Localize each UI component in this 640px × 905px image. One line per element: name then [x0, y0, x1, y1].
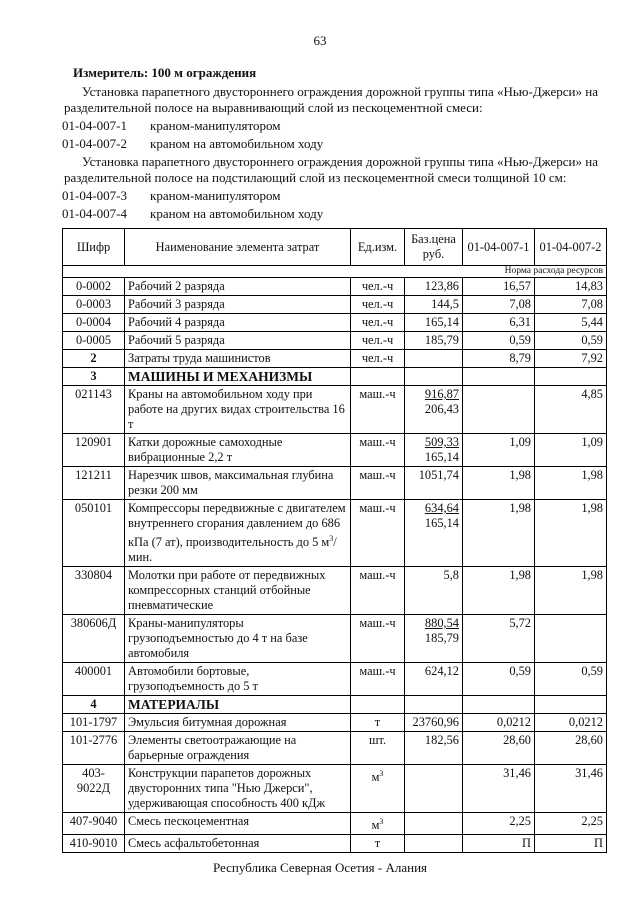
cell-name: Рабочий 5 разряда: [125, 332, 351, 350]
cell-unit: маш.-ч: [351, 386, 405, 434]
table-row: [63, 350, 607, 368]
item-text: краном на автомобильном ходу: [150, 136, 324, 151]
cell-price: 624,12: [405, 663, 463, 696]
footer-region: Республика Северная Осетия - Алания: [212, 860, 428, 875]
table-row: [63, 732, 607, 765]
page-number: 63: [313, 33, 327, 48]
table-row: [63, 714, 607, 732]
table-row: [63, 813, 607, 835]
cell-v2: 1,98: [535, 567, 607, 615]
cell-v2: 0,59: [535, 663, 607, 696]
cell-v1: 1,98: [463, 567, 535, 615]
cell-v1: [463, 386, 535, 434]
cell-code: 101-1797: [63, 714, 125, 732]
cell-unit: [351, 696, 405, 714]
cell-unit: маш.-ч: [351, 500, 405, 567]
cell-v1: 1,09: [463, 434, 535, 467]
cell-name: Рабочий 4 разряда: [125, 314, 351, 332]
cell-v1: 6,31: [463, 314, 535, 332]
cell-price: 123,86: [405, 278, 463, 296]
cell-name: Рабочий 2 разряда: [125, 278, 351, 296]
cell-name: Молотки при работе от передвижных компрессорных станций отбойные пневматические: [125, 567, 351, 615]
cell-name: Рабочий 3 разряда: [125, 296, 351, 314]
cell-code: 050101: [63, 500, 125, 567]
cell-v2: 4,85: [535, 386, 607, 434]
cell-unit: маш.-ч: [351, 615, 405, 663]
table-header-row: [63, 229, 607, 266]
table-row: [63, 314, 607, 332]
cell-v1: [463, 696, 535, 714]
cell-code: 4: [63, 696, 125, 714]
item-code: 01-04-007-4: [62, 206, 127, 221]
cell-code: 021143: [63, 386, 125, 434]
cell-v2: 7,92: [535, 350, 607, 368]
col-header-code: Шифр: [63, 229, 125, 266]
table-row: [63, 835, 607, 853]
table-row: [63, 663, 607, 696]
cell-unit: $м^3$: [351, 765, 405, 813]
cell-code: 400001: [63, 663, 125, 696]
cell-unit: т: [351, 714, 405, 732]
cell-name: Автомобили бортовые, грузоподъемность до 5 т: [125, 663, 351, 696]
cell-v2: П: [535, 835, 607, 853]
cell-name: Конструкции парапетов дорожных двусторонних типа "Нью Джерси", удерживающая способность 400 кДж: [125, 765, 351, 813]
cell-v1: 0,59: [463, 663, 535, 696]
item-code: 01-04-007-2: [62, 136, 127, 151]
cell-price: [405, 350, 463, 368]
cell-code: 120901: [63, 434, 125, 467]
cell-name: Компрессоры передвижные с двигателем внутреннего сгорания давлением до 686 кПа (7 ат), производительность до 5 $м^3$/мин.: [125, 500, 351, 567]
cell-v2: 2,25: [535, 813, 607, 835]
cell-name: Смесь пескоцементная: [125, 813, 351, 835]
cell-price: 880,54 185,79: [405, 615, 463, 663]
item-text: краном-манипулятором: [150, 118, 281, 133]
cell-name: Краны-манипуляторы грузоподъемностью до 4 т на базе автомобиля: [125, 615, 351, 663]
cell-v2: 31,46: [535, 765, 607, 813]
table-row: [63, 467, 607, 500]
cell-v2: 14,83: [535, 278, 607, 296]
cell-name: Затраты труда машинистов: [125, 350, 351, 368]
cell-unit: т: [351, 835, 405, 853]
table-row: [63, 386, 607, 434]
cell-price: 916,87 206,43: [405, 386, 463, 434]
cell-v1: 2,25: [463, 813, 535, 835]
cell-v2: 1,98: [535, 500, 607, 567]
cell-unit: маш.-ч: [351, 663, 405, 696]
cell-name: Катки дорожные самоходные вибрационные 2,2 т: [125, 434, 351, 467]
meter-title: Измеритель: 100 м ограждения: [73, 65, 257, 80]
table-row: [63, 765, 607, 813]
cell-name: МАТЕРИАЛЫ: [125, 696, 351, 714]
cell-v1: 28,60: [463, 732, 535, 765]
cell-price: [405, 368, 463, 386]
cell-v1: 5,72: [463, 615, 535, 663]
cell-name: Элементы светоотражающие на барьерные ограждения: [125, 732, 351, 765]
cell-v1: 0,0212: [463, 714, 535, 732]
cell-unit: чел.-ч: [351, 278, 405, 296]
item-text: краном на автомобильном ходу: [150, 206, 324, 221]
intro2-line-1: Установка парапетного двустороннего ограждения дорожной группы типа «Нью-Джерси» на: [82, 154, 598, 169]
cell-price: [405, 696, 463, 714]
cell-name: МАШИНЫ И МЕХАНИЗМЫ: [125, 368, 351, 386]
cell-code: 0-0003: [63, 296, 125, 314]
table-row: [63, 332, 607, 350]
cell-v2: [535, 696, 607, 714]
cell-price: 23760,96: [405, 714, 463, 732]
cell-unit: чел.-ч: [351, 350, 405, 368]
cell-v1: 31,46: [463, 765, 535, 813]
col-header-price: Баз.цена руб.: [405, 229, 463, 266]
cell-code: 380606Д: [63, 615, 125, 663]
cell-unit: шт.: [351, 732, 405, 765]
cell-unit: маш.-ч: [351, 467, 405, 500]
cell-name: Эмульсия битумная дорожная: [125, 714, 351, 732]
cell-price: 185,79: [405, 332, 463, 350]
table-row: [63, 500, 607, 567]
cell-v2: [535, 615, 607, 663]
cell-code: 0-0004: [63, 314, 125, 332]
cell-unit: маш.-ч: [351, 567, 405, 615]
cell-price: 1051,74: [405, 467, 463, 500]
resource-table: [62, 228, 607, 853]
table-row: [63, 296, 607, 314]
section-row: [63, 368, 607, 386]
cell-unit: [351, 368, 405, 386]
cell-v1: 7,08: [463, 296, 535, 314]
cell-code: 121211: [63, 467, 125, 500]
cell-price: 5,8: [405, 567, 463, 615]
cell-unit: маш.-ч: [351, 434, 405, 467]
cell-code: 3: [63, 368, 125, 386]
cell-v1: 1,98: [463, 500, 535, 567]
cell-name: Нарезчик швов, максимальная глубина резки 200 мм: [125, 467, 351, 500]
cell-price: [405, 765, 463, 813]
cell-v1: 1,98: [463, 467, 535, 500]
cell-v2: 7,08: [535, 296, 607, 314]
cell-v2: 28,60: [535, 732, 607, 765]
section-row: [63, 696, 607, 714]
cell-code: 407-9040: [63, 813, 125, 835]
cell-code: 0-0005: [63, 332, 125, 350]
cell-v1: [463, 368, 535, 386]
col-header-name: Наименование элемента затрат: [125, 229, 351, 266]
cell-name: Краны на автомобильном ходу при работе на других видах строительства 16 т: [125, 386, 351, 434]
item-code: 01-04-007-3: [62, 188, 127, 203]
cell-price: 165,14: [405, 314, 463, 332]
cell-code: 2: [63, 350, 125, 368]
item-text: краном-манипулятором: [150, 188, 281, 203]
cell-v2: [535, 368, 607, 386]
cell-code: 330804: [63, 567, 125, 615]
cell-code: 0-0002: [63, 278, 125, 296]
cell-name: Смесь асфальтобетонная: [125, 835, 351, 853]
cell-unit: чел.-ч: [351, 296, 405, 314]
cell-v2: 0,59: [535, 332, 607, 350]
cell-v2: 5,44: [535, 314, 607, 332]
col-header-v1: 01-04-007-1: [463, 229, 535, 266]
col-header-unit: Ед.изм.: [351, 229, 405, 266]
intro2-line-2: разделительной полосе на подстилающий слой из пескоцементной смеси толщиной 10 см:: [64, 170, 567, 185]
cell-v2: 1,09: [535, 434, 607, 467]
cell-v1: П: [463, 835, 535, 853]
cell-price: 144,5: [405, 296, 463, 314]
intro-line-2: разделительной полосе на выравнивающий слой из пескоцементной смеси:: [64, 100, 483, 115]
table-row: [63, 615, 607, 663]
table-row: [63, 434, 607, 467]
cell-v1: 0,59: [463, 332, 535, 350]
cell-price: [405, 813, 463, 835]
norm-label: Норма расхода ресурсов: [63, 266, 607, 278]
norm-row: [63, 266, 607, 278]
cell-price: 509,33 165,14: [405, 434, 463, 467]
cell-v1: 8,79: [463, 350, 535, 368]
col-header-v2: 01-04-007-2: [535, 229, 607, 266]
cell-v1: 16,57: [463, 278, 535, 296]
cell-price: [405, 835, 463, 853]
cell-v2: 0,0212: [535, 714, 607, 732]
cell-code: 101-2776: [63, 732, 125, 765]
cell-price: 634,64 165,14: [405, 500, 463, 567]
cell-v2: 1,98: [535, 467, 607, 500]
cell-code: 410-9010: [63, 835, 125, 853]
cell-unit: чел.-ч: [351, 314, 405, 332]
cell-price: 182,56: [405, 732, 463, 765]
intro-line-1: Установка парапетного двустороннего ограждения дорожной группы типа «Нью-Джерси» на: [82, 84, 598, 99]
cell-unit: $м^3$: [351, 813, 405, 835]
cell-code: 403-9022Д: [63, 765, 125, 813]
table-row: [63, 567, 607, 615]
item-code: 01-04-007-1: [62, 118, 127, 133]
table-row: [63, 278, 607, 296]
cell-unit: чел.-ч: [351, 332, 405, 350]
